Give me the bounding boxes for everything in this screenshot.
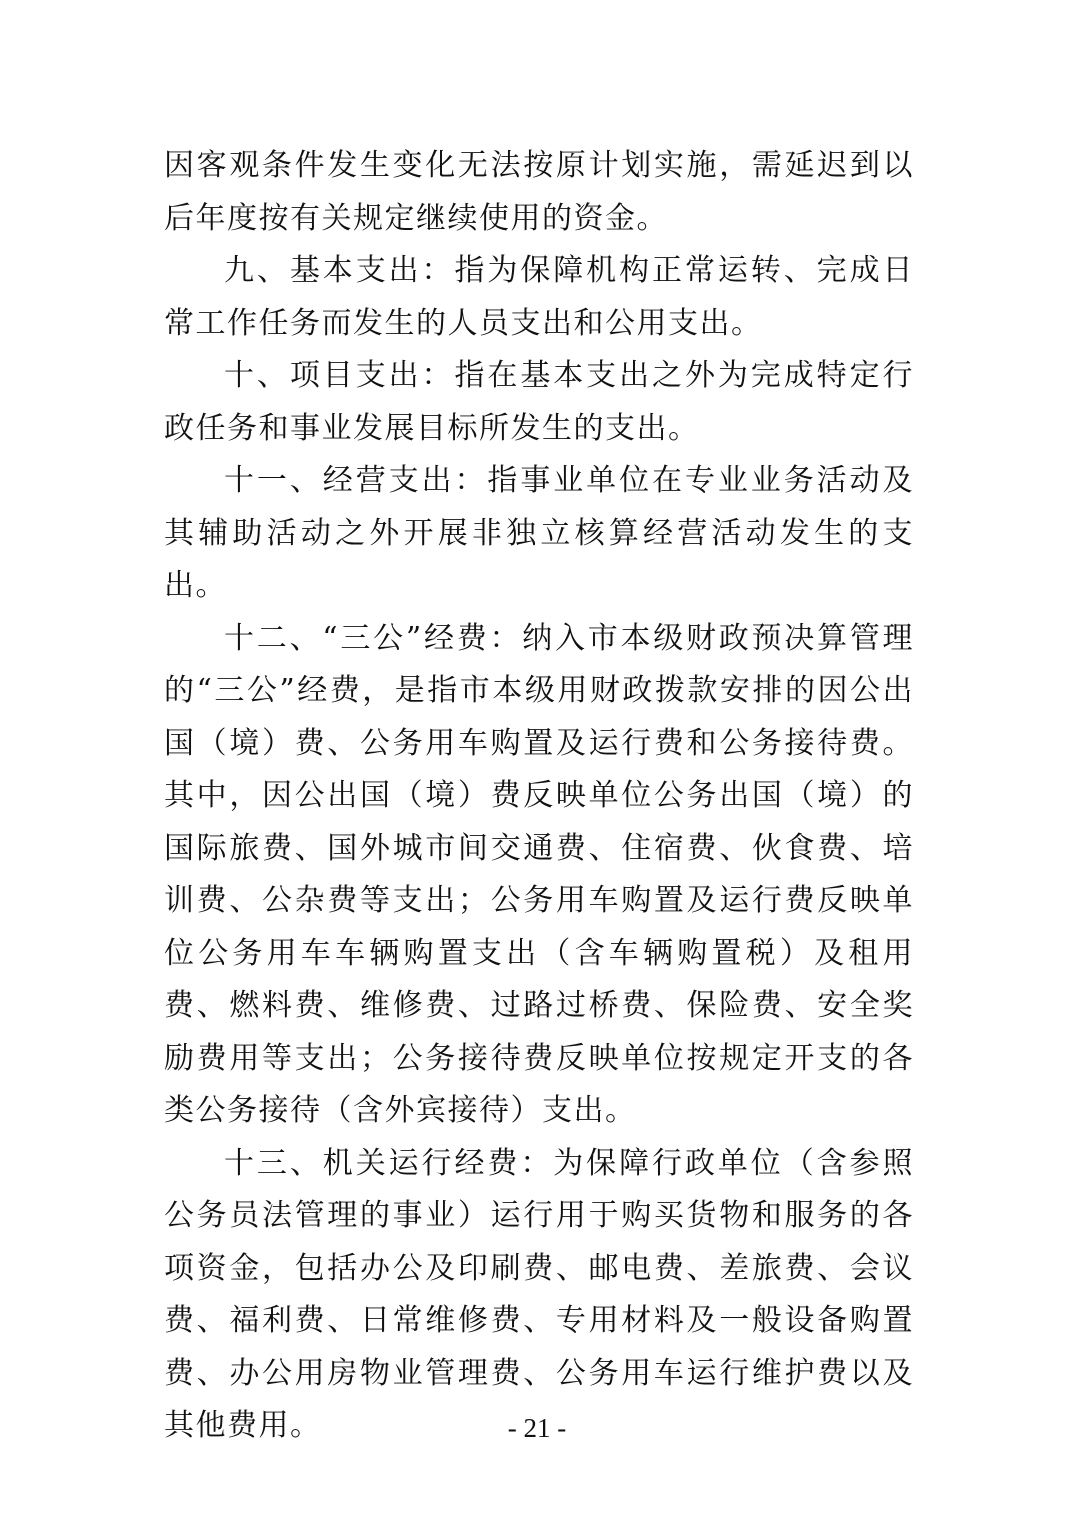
paragraph-project-expenditure: 十、项目支出：指在基本支出之外为完成特定行政任务和事业发展目标所发生的支出。 <box>164 358 914 446</box>
paragraph-three-public-expenses: 十二、“三公”经费：纳入市本级财政预决算管理的“三公”经费，是指市本级用财政拨款安排的因公出国（境）费、公务用车购置及运行费和公务接待费。其中，因公出国（境）费反映单位公务出国（境）的国际旅费、国外城市间交通费、住宿费、伙食费、培训费、公杂费等支出；公务用车购置及运行费反映单位公务用车车辆购置支出（含车辆购置税）及租用费、燃料费、维修费、过路过桥费、保险费、安全奖励费用等支出；公务接待费反映单位按规定开支的各类公务接待（含外宾接待）支出。 <box>164 620 914 1128</box>
paragraph-continuation: 因客观条件发生变化无法按原计划实施，需延迟到以后年度按有关规定继续使用的资金。 <box>164 148 914 236</box>
body-text <box>164 140 914 1453</box>
paragraph-agency-operating-funds: 十三、机关运行经费：为保障行政单位（含参照公务员法管理的事业）运行用于购买货物和服务的各项资金，包括办公及印刷费、邮电费、差旅费、会议费、福利费、日常维修费、专用材料及一般设备购置费、办公用房物业管理费、公务用车运行维护费以及其他费用。 <box>164 1145 914 1443</box>
paragraph-basic-expenditure: 九、基本支出：指为保障机构正常运转、完成日常工作任务而发生的人员支出和公用支出。 <box>164 253 914 341</box>
paragraph-operating-expenditure: 十一、经营支出：指事业单位在专业业务活动及其辅助活动之外开展非独立核算经营活动发生的支出。 <box>164 463 914 603</box>
page-number: - 21 - <box>507 1413 567 1443</box>
